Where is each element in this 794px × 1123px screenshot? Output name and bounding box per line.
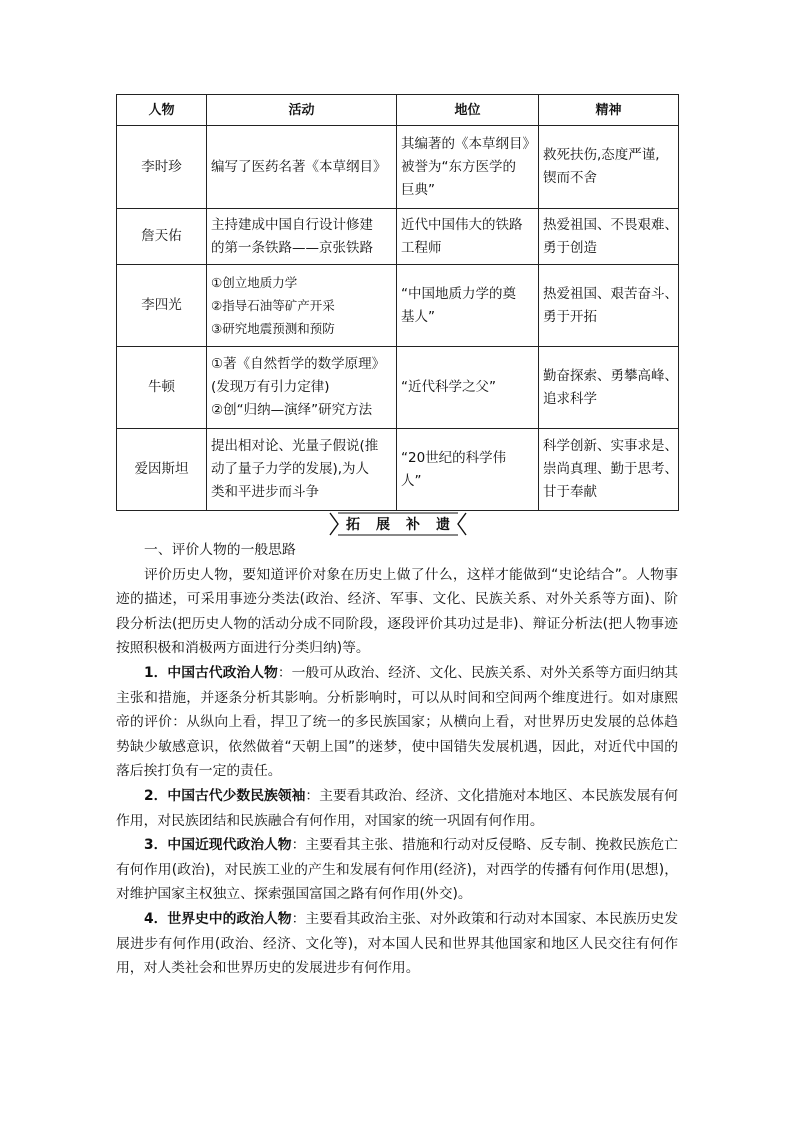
spirit-cell [539,265,679,347]
status-line: 被誉为“东方医学的 [401,158,516,175]
intro-paragraph: 评价历史人物，要知道评价对象在历史上做了什么，这样才能做到“史论结合”。人物事迹的描述，可采用事迹分类法(政治、经济、军事、文化、民族关系、对外关系等方面)、阶段分析法(把历史人物的活动分成不同阶段，逐段评价其功过是非)、辩证分析法(把人物事迹按照积极和消极两方面进行分类归纳)等。 [116,566,678,657]
spirit-line: 热爱祖国、不畏艰难、 [543,216,678,233]
status-line: “近代科学之父” [401,379,496,395]
spirit-cell [539,209,679,265]
spirit-line: 热爱祖国、艰苦奋斗、 [543,285,678,302]
header-activity: 活动 [207,95,397,126]
status-cell [397,126,539,209]
header-person: 人物 [117,95,207,126]
person-name: 李四光 [117,265,207,347]
spirit-line: 勤奋探索、勇攀高峰、 [543,367,678,384]
status-line: “中国地质力学的奠 [401,285,516,302]
status-cell [397,209,539,265]
item-paragraph [116,784,678,833]
banner-char: 拓 [346,517,360,533]
activity-line: (发现万有引力定律) [211,379,330,395]
spirit-line: 科学创新、实事求是、 [543,438,678,454]
status-line: 基人” [401,308,435,325]
activity-cell [207,347,397,429]
table-row [117,126,679,209]
section-banner [326,511,470,537]
header-status: 地位 [397,95,539,126]
activity-line: 主持建成中国自行设计修建 [211,216,373,233]
status-line: 巨典” [401,181,435,198]
spirit-cell [539,126,679,209]
item-paragraph [116,661,678,784]
table-header-row [117,95,679,126]
activity-line: ③研究地震预测和预防 [211,321,335,336]
item-lead: 2．中国古代少数民族领袖 [144,787,306,804]
item-lead: 3．中国近现代政治人物 [144,837,292,854]
header-spirit: 精神 [539,95,679,126]
status-line: 近代中国伟大的铁路 [401,216,523,233]
activity-cell [207,429,397,511]
activity-cell [207,126,397,209]
item-lead: 4．世界史中的政治人物 [144,910,292,927]
spirit-line: 勇于创造 [543,239,597,256]
status-line: “20世纪的科学伟 [401,449,507,466]
item-paragraph [116,833,678,907]
person-name: 詹天佑 [117,209,207,265]
status-line: 其编著的《本草纲目》 [401,135,536,152]
person-name: 爱因斯坦 [117,429,207,511]
person-name: 李时珍 [117,126,207,209]
table-row [117,209,679,265]
table-row [117,265,679,347]
status-cell [397,265,539,347]
status-cell [397,429,539,511]
activity-cell [207,265,397,347]
status-cell [397,347,539,429]
item-text: ：主要看其政治、经济、文化措施对本地区、本民族发展有何作用，对民族团结和民族融合有何作用，对国家的统一巩固有何作用。 [116,787,678,829]
status-line: 人” [401,472,422,489]
historical-figures-table [116,94,679,511]
item-text: ：主要看其政治主张、对外政策和行动对本国家、本民族历史发展进步有何作用(政治、经济、文化等)，对本国人民和世界其他国家和地区人民交往有何作用，对人类社会和世界历史的发展进步有何作用。 [116,910,678,977]
activity-line: ①著《自然哲学的数学原理》 [211,356,386,372]
spirit-cell [539,429,679,511]
activity-cell [207,209,397,265]
activity-line: 类和平进步而斗争 [211,484,319,500]
item-lead: 1．中国古代政治人物 [144,664,278,681]
spirit-line: 崇尚真理、勤于思考、 [543,461,678,477]
spirit-line: 追求科学 [543,390,597,407]
activity-line: ②创“归纳—演绎”研究方法 [211,402,373,418]
activity-line: ②指导石油等矿产开采 [211,298,335,313]
section-body [116,538,678,981]
table-row [117,347,679,429]
activity-line: 编写了医药名著《本草纲目》 [211,158,387,175]
item-text: ：主要看其主张、措施和行动对反侵略、反专制、挽救民族危亡有何作用(政治)，对民族工业的产生和发展有何作用(经济)，对西学的传播有何作用(思想)，对维护国家主权独立、探索强国富国之路有何作用(外交)。 [116,837,678,903]
table-row [117,429,679,511]
item-paragraph [116,907,678,981]
spirit-line: 锲而不舍 [543,170,597,186]
activity-line: 提出相对论、光量子假说(推 [211,438,379,454]
banner-char: 展 [376,517,390,533]
status-line: 工程师 [401,239,442,256]
spirit-line: 甘于奉献 [543,484,597,500]
banner-char: 遗 [436,517,450,533]
item-text: ：一般可从政治、经济、文化、民族关系、对外关系等方面归纳其主张和措施，并逐条分析其影响。分析影响时，可以从时间和空间两个维度进行。如对康熙帝的评价：从纵向上看，捍卫了统一的多民族国家；从横向上看，对世界历史发展的总体趋势缺少敏感意识，依然做着“天朝上国”的迷梦，使中国错失发展机遇，因此，对近代中国的落后挨打负有一定的责任。 [116,664,679,780]
activity-line: 的第一条铁路——京张铁路 [211,239,373,256]
banner-char: 补 [406,517,420,533]
person-name: 牛顿 [117,347,207,429]
spirit-line: 救死扶伤,态度严谨, [543,147,660,163]
section-heading: 一、评价人物的一般思路 [144,542,296,558]
spirit-line: 勇于开拓 [543,308,597,325]
spirit-cell [539,347,679,429]
activity-line: 动了量子力学的发展),为人 [211,461,370,477]
activity-line: ①创立地质力学 [211,275,298,290]
